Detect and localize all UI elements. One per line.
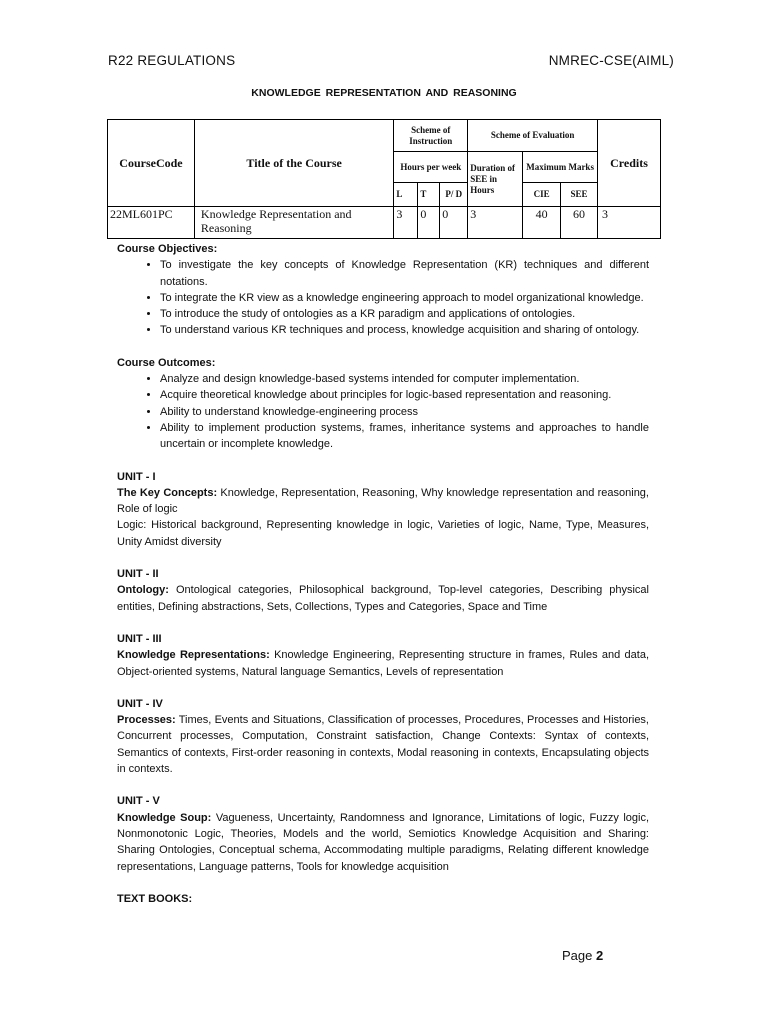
course-title: Knowledge Representation and Reasoning bbox=[194, 207, 393, 239]
unit-2-body: Ontology: Ontological categories, Philosophical background, Top-level categories, Describing physical entities, Defining abstractions, Sets, Collections, Types and Categories, Space and Time bbox=[117, 584, 649, 613]
list-item: • Ability to understand knowledge-engineering process bbox=[160, 404, 649, 420]
header-t: T bbox=[418, 183, 440, 207]
header-course-code: CourseCode bbox=[108, 120, 195, 207]
list-item: • To integrate the KR view as a knowledge engineering approach to model organizational knowledge. bbox=[160, 290, 649, 306]
page-footer: Page 2 bbox=[562, 948, 604, 963]
list-item: • To understand various KR techniques and process, knowledge acquisition and sharing of ontology. bbox=[160, 322, 649, 338]
header-see: SEE bbox=[561, 183, 598, 207]
unit-3-body: Knowledge Representations: Knowledge Engineering, Representing structure in frames, Rules and data, Object-oriented systems, Natural language Semantics, Levels of representation bbox=[117, 649, 649, 678]
course-table bbox=[107, 119, 661, 239]
header-max-marks: Maximum Marks bbox=[523, 152, 598, 183]
see-duration: 3 bbox=[468, 207, 523, 239]
cie-marks: 40 bbox=[523, 207, 561, 239]
header-hours-per-week: Hours per week bbox=[394, 152, 468, 183]
list-item: • Ability to implement production systems, frames, inheritance systems and approaches to handle uncertain or incomplete knowledge. bbox=[160, 420, 649, 453]
unit-2-heading: UNIT - II bbox=[117, 568, 159, 581]
header-course-title: Title of the Course bbox=[194, 120, 393, 207]
list-item: • To introduce the study of ontologies as a KR paradigm and applications of ontologies. bbox=[160, 306, 649, 322]
header-cie: CIE bbox=[523, 183, 561, 207]
objectives-heading: Course Objectives: bbox=[117, 243, 218, 255]
table-row bbox=[108, 207, 661, 239]
unit-5-heading: UNIT - V bbox=[117, 795, 160, 808]
unit-4-heading: UNIT - IV bbox=[117, 697, 163, 710]
page-number: 2 bbox=[595, 948, 604, 963]
header-department: NMREC-CSE(AIML) bbox=[548, 53, 674, 68]
unit-1-body: The Key Concepts: Knowledge, Representation, Reasoning, Why knowledge representation and reasoning, Role of logic bbox=[117, 486, 649, 516]
outcomes-heading: Course Outcomes: bbox=[117, 356, 216, 369]
unit-5-body: Knowledge Soup: Vagueness, Uncertainty, Randomness and Ignorance, Limitations of logic, Fuzzy logic, Nonmonotonic Logic, Theories, Models and the world, Semiotics Knowledge Acquisition and Sharing: Sharing Ontologies, Conceptual schema, Accommodating multiple paradigms, Relating different knowledge representations, Language patterns, Tools for knowledge acquisition bbox=[117, 811, 650, 873]
outcomes-list bbox=[117, 371, 649, 452]
hours-t: 0 bbox=[418, 207, 440, 239]
header-credits: Credits bbox=[598, 120, 661, 207]
list-item: • Acquire theoretical knowledge about principles for logic-based representation and reasoning. bbox=[160, 387, 649, 403]
credits-value: 3 bbox=[598, 207, 661, 239]
unit-1-logic: Logic: Historical background, Representing knowledge in logic, Varieties of logic, Name, Type, Measures, Unity Amidst diversity bbox=[117, 519, 649, 548]
course-code: 22ML601PC bbox=[108, 207, 195, 239]
page-title: KNOWLEDGE REPRESENTATION AND REASONING bbox=[251, 87, 517, 99]
text-books-heading: TEXT BOOKS: bbox=[117, 892, 193, 905]
list-item: • To investigate the key concepts of Knowledge Representation (KR) techniques and different notations. bbox=[160, 257, 649, 290]
header-regulations: R22 REGULATIONS bbox=[108, 53, 236, 68]
objectives-list bbox=[117, 257, 649, 338]
list-item: • Analyze and design knowledge-based systems intended for computer implementation. bbox=[160, 371, 649, 387]
header-scheme-evaluation: Scheme of Evaluation bbox=[468, 120, 598, 152]
hours-l: 3 bbox=[394, 207, 418, 239]
unit-1-heading: UNIT - I bbox=[117, 470, 156, 483]
hours-pd: 0 bbox=[440, 207, 468, 239]
header-scheme-instruction: Scheme of Instruction bbox=[394, 120, 468, 152]
syllabus-content bbox=[117, 241, 649, 907]
header-pd: P/ D bbox=[440, 183, 468, 207]
header-duration: Duration of SEE in Hours bbox=[468, 152, 523, 207]
header-l: L bbox=[394, 183, 418, 207]
see-marks: 60 bbox=[561, 207, 598, 239]
unit-3-heading: UNIT - III bbox=[117, 632, 162, 645]
unit-4-body: Processes: Times, Events and Situations, Classification of processes, Procedures, Processes and Histories, Concurrent processes, Computation, Constraint satisfaction, Change Contexts: Syntax of contexts, Semantics of contexts, First-order reasoning in contexts, Modal reasoning in contexts, Encapsulating objects in contexts. bbox=[117, 714, 649, 776]
